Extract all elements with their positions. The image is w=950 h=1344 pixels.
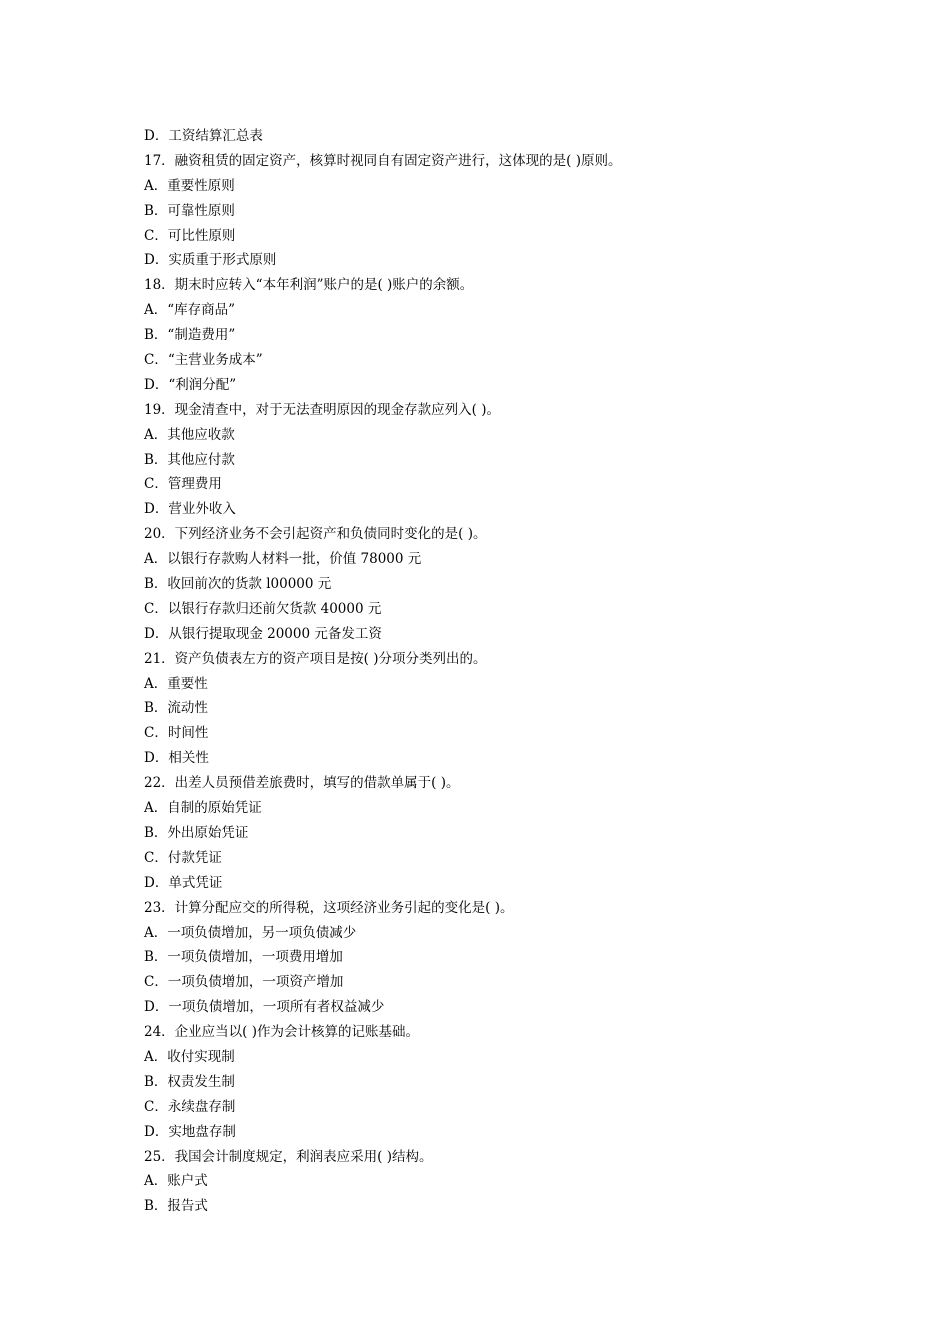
option-b: B．其他应付款 [144, 451, 235, 468]
option-b: B．“制造费用” [144, 327, 236, 344]
option-a: A．账户式 [144, 1173, 208, 1190]
option-d: D．营业外收入 [144, 501, 236, 518]
option-d: D．一项负债增加，一项所有者权益减少 [144, 999, 385, 1016]
option-a: A．一项负债增加，另一项负债减少 [144, 924, 357, 941]
question-22: 22．出差人员预借差旅费时，填写的借款单属于( )。 [144, 775, 460, 792]
option-c: C．管理费用 [144, 476, 222, 493]
option-c: C．以银行存款归还前欠货款 40000 元 [144, 600, 382, 617]
question-24: 24．企业应当以( )作为会计核算的记账基础。 [144, 1024, 420, 1041]
option-d: D．实质重于形式原则 [144, 252, 277, 269]
option-b: B．权责发生制 [144, 1073, 235, 1090]
option-b: B．收回前次的货款 l00000 元 [144, 576, 332, 593]
option-a: A．收付实现制 [144, 1048, 235, 1065]
question-18: 18．期末时应转入“本年利润”账户的是( )账户的余额。 [144, 277, 474, 294]
option-a: A．重要性原则 [144, 177, 235, 194]
option-a: A．“库存商品” [144, 302, 236, 319]
option-b: B．外出原始凭证 [144, 824, 249, 841]
option-b: B．报告式 [144, 1198, 208, 1215]
option-d: D．相关性 [144, 750, 209, 767]
question-19: 19．现金清查中，对于无法查明原因的现金存款应列入( )。 [144, 401, 501, 418]
option-d: D．从银行提取现金 20000 元备发工资 [144, 625, 382, 642]
option-c: C．可比性原则 [144, 227, 236, 244]
option-a: A．重要性 [144, 675, 208, 692]
option-c: C．“主营业务成本” [144, 352, 263, 369]
question-23: 23．计算分配应交的所得税，这项经济业务引起的变化是( )。 [144, 899, 514, 916]
option-d: D．“利润分配” [144, 376, 237, 393]
option-c: C．永续盘存制 [144, 1098, 236, 1115]
question-17: 17．融资租赁的固定资产，核算时视同自有固定资产进行，这体现的是( )原则。 [144, 152, 622, 169]
option-d: D．工资结算汇总表 [144, 128, 263, 144]
option-d: D．实地盘存制 [144, 1123, 236, 1140]
option-c: C．一项负债增加，一项资产增加 [144, 974, 344, 991]
option-a: A．以银行存款购人材料一批，价值 78000 元 [144, 551, 422, 568]
option-b: B．一项负债增加，一项费用增加 [144, 949, 343, 966]
option-b: B．可靠性原则 [144, 202, 235, 219]
question-21: 21．资产负债表左方的资产项目是按( )分项分类列出的。 [144, 650, 487, 667]
option-b: B．流动性 [144, 700, 208, 717]
question-25: 25．我国会计制度规定，利润表应采用( )结构。 [144, 1148, 433, 1165]
question-list [144, 124, 844, 1219]
option-c: C．时间性 [144, 725, 209, 742]
option-d: D．单式凭证 [144, 874, 223, 891]
question-20: 20．下列经济业务不会引起资产和负债同时变化的是( )。 [144, 526, 487, 543]
option-a: A．其他应收款 [144, 426, 235, 443]
option-c: C．付款凭证 [144, 849, 222, 866]
option-a: A．自制的原始凭证 [144, 800, 262, 817]
